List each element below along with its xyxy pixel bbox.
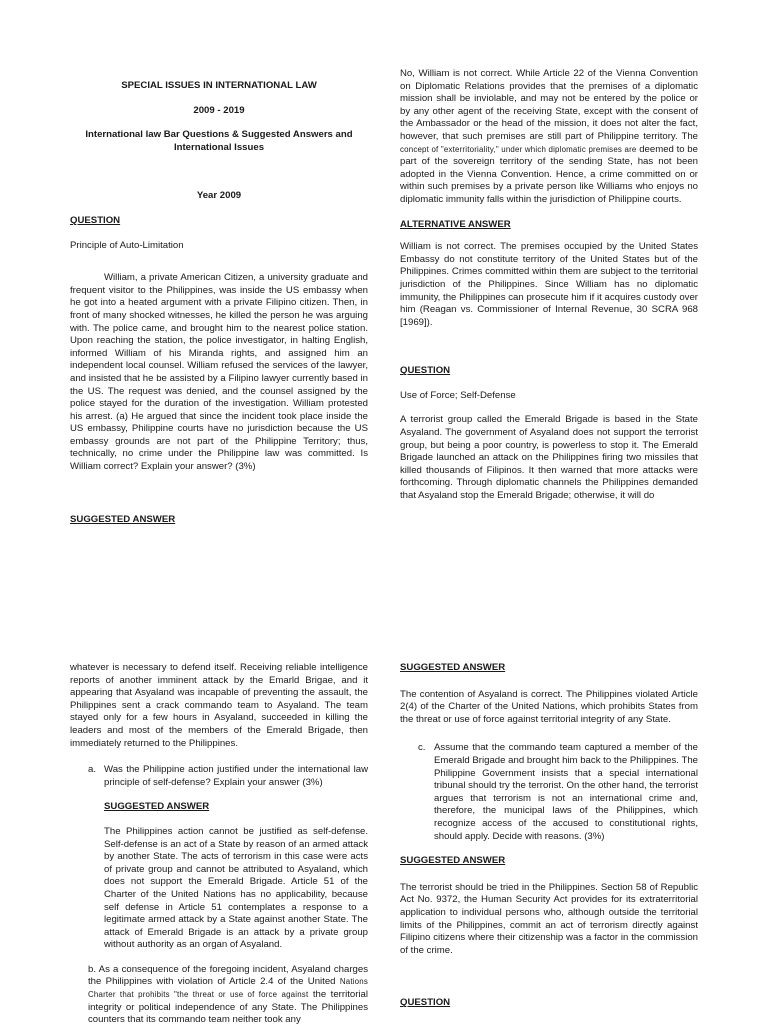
year-label: Year 2009	[196, 190, 242, 202]
answer-a-text: The Philippines action cannot be justified as self-defense. Self-defense is an act of a State by reason of an armed attack by another State. The acts of terrorism in this case were acts of private group and cannot be attributed to Asyaland, which does not support the Emerald Brigade. Article 51 of the Charter of the United Nations has no applicability, because self defense in Article 51 contemplates a response to a legitimate armed attack by a State against another State. The attack of Emerald Brigade is an attack by a private group without authority as an organ of Asyaland.	[104, 825, 368, 951]
suggested-answer-heading-a: SUGGESTED ANSWER	[104, 801, 210, 813]
continuation-text: whatever is necessary to defend itself. Receiving reliable intelligence reports of another imminent attack by the Emarld Brigae, and it appearing that Asyaland was incapable of preventing the assault, the Philippines sent a crack commando team to Asyaland. The team stayed only for a few hours in Asyaland, succeeded in killing the leaders and most of the members of the Emerald Brigade, then immediately returned to the Philippines.	[70, 662, 368, 749]
alternative-answer-text: William is not correct. The premises occupied by the United States Embassy do not constitute territory of the United States but of the Philippines. Crimes committed within them are subject to the territorial jurisdiction of the Philippines. Since William has no diplomatic immunity, the Philippines can prosecute him if it acquires custody over him (Reagan vs. Commissioner of Internal Revenue, 30 SCRA 968 [1969]).	[400, 241, 698, 328]
page2-right-column	[400, 662, 698, 1010]
list-marker-a: a.	[88, 764, 97, 776]
list-text-a: Was the Philippine action justified under the international law principle of self-defense? Explain your answer (3%)	[104, 764, 368, 788]
list-text-c: Assume that the commando team captured a member of the Emerald Brigade and brought him back to the Philippines. The Philippine Government insists that a special international tribunal should try the terrorist. On the other hand, the terrorist argues that terrorism is not an international crime and, therefore, the municipal laws of the Philippines, which recognize access of the accused to constitutional rights, should apply. Decide with reasons. (3%)	[434, 742, 698, 842]
document-page-2	[0, 640, 768, 1024]
alternative-answer-heading: ALTERNATIVE ANSWER	[400, 218, 511, 230]
page2-left-column	[70, 662, 368, 1027]
question-topic: Principle of Auto-Limitation	[70, 239, 184, 251]
answer-c-text: The terrorist should be tried in the Philippines. Section 58 of Republic Act No. 9372, the Human Security Act provides for its extraterritorial application to individual persons who, although outside the territorial limits of the Philippines, commit an act of terrorism directly against Filipino citizens where their citizenship was a factor in the commission of the crime.	[400, 881, 698, 956]
list-item-a	[88, 764, 368, 789]
page1-right-column	[400, 68, 698, 503]
question-heading-3: QUESTION	[400, 997, 451, 1009]
document-title: SPECIAL ISSUES IN INTERNATIONAL LAW	[121, 80, 317, 91]
answer-paragraph	[400, 68, 698, 207]
suggested-answer-heading-b: SUGGESTED ANSWER	[400, 662, 506, 673]
item-b-text: b. As a consequence of the foregoing incident, Asyaland charges the Philippines with violation of Article 2.4 of the United	[88, 963, 368, 988]
page1-left-column	[70, 80, 368, 526]
list-item-c	[418, 742, 698, 843]
list-marker-c: c.	[418, 742, 426, 754]
document-subtitle: International law Bar Questions & Suggested Answers and International Issues	[85, 129, 353, 153]
year-range: 2009 - 2019	[193, 104, 245, 116]
question-text: William, a private American Citizen, a university graduate and frequent visitor to the Philippines, was inside the US embassy when he got into a heated argument with a private Filipino citizen. Then, in front of many shocked witnesses, he killed the person he was arguing with. The police came, and brought him to the nearest police station. Upon reaching the station, the police investigator, in halting English, informed William of his Miranda rights, and assigned him an independent local counsel. William refused the services of the lawyer, and insisted that he be assisted by a Filipino lawyer currently based in the US. The request was denied, and the counsel assigned by the police stayed for the duration of the investigation. William protested his arrest. (a) He argued that since the incident took place inside the US embassy, Philippine courts have no jurisdiction because the US embassy grounds are not part of the Philippine Territory; thus, technically, no crime under the Philippine law was committed. Is William correct? Explain your answer? (3%)	[70, 272, 368, 473]
suggested-answer-heading: SUGGESTED ANSWER	[70, 513, 176, 525]
answer-b-text: The contention of Asyaland is correct. The Philippines violated Article 2(4) of the Charter of the United Nations, which prohibits States from the threat or use of force against territorial integrity of any State.	[400, 688, 698, 725]
item-b-paragraph	[88, 964, 368, 1027]
question-heading: QUESTION	[70, 214, 121, 226]
item-b-text2: the territorial integrity or political independence of any State. The Philippines counters that its commando team neither took any	[88, 989, 368, 1026]
question-heading-2: QUESTION	[400, 365, 451, 377]
answer-text-small: concept of "exterritoriality," under which diplomatic premises are	[400, 144, 637, 154]
answer-text-part1: No, William is not correct. While Article 22 of the Vienna Convention on Diplomatic Relations provides that the premises of a diplomatic mission shall be inviolable, and may not be entered by the police or by any other agent of the receiving State, except with the consent of the Ambassador or the head of the mission, it does not alter the fact, however, that such premises are still part of Philippine territory. The	[400, 68, 698, 142]
item-b-small: Nations Charter that prohibits "the threat or use of force against	[88, 977, 368, 1000]
answer-text-part2: deemed to be part of the sovereign territory of the sending State, has not been adopted in the Vienna Convention. Hence, a crime committed on or within such premises by a private person like Williams who enjoys no diplomatic immunity falls within the jurisdiction of Philippine courts.	[400, 143, 698, 205]
question-text-2: A terrorist group called the Emerald Brigade is based in the State Asyaland. The government of Asyaland does not support the terrorist group, but being a poor country, is powerless to stop it. The Emerald Brigade launched an attack on the Philippines firing two missiles that killed thousands of Filipinos. It then warned that more attacks were forthcoming. Through diplomatic channels the Philippines demanded that Asyaland stop the Emerald Brigade; otherwise, it will do	[400, 414, 698, 502]
suggested-answer-heading-c: SUGGESTED ANSWER	[400, 855, 506, 867]
page-gap	[0, 560, 768, 640]
question-topic-2: Use of Force; Self-Defense	[400, 389, 516, 401]
